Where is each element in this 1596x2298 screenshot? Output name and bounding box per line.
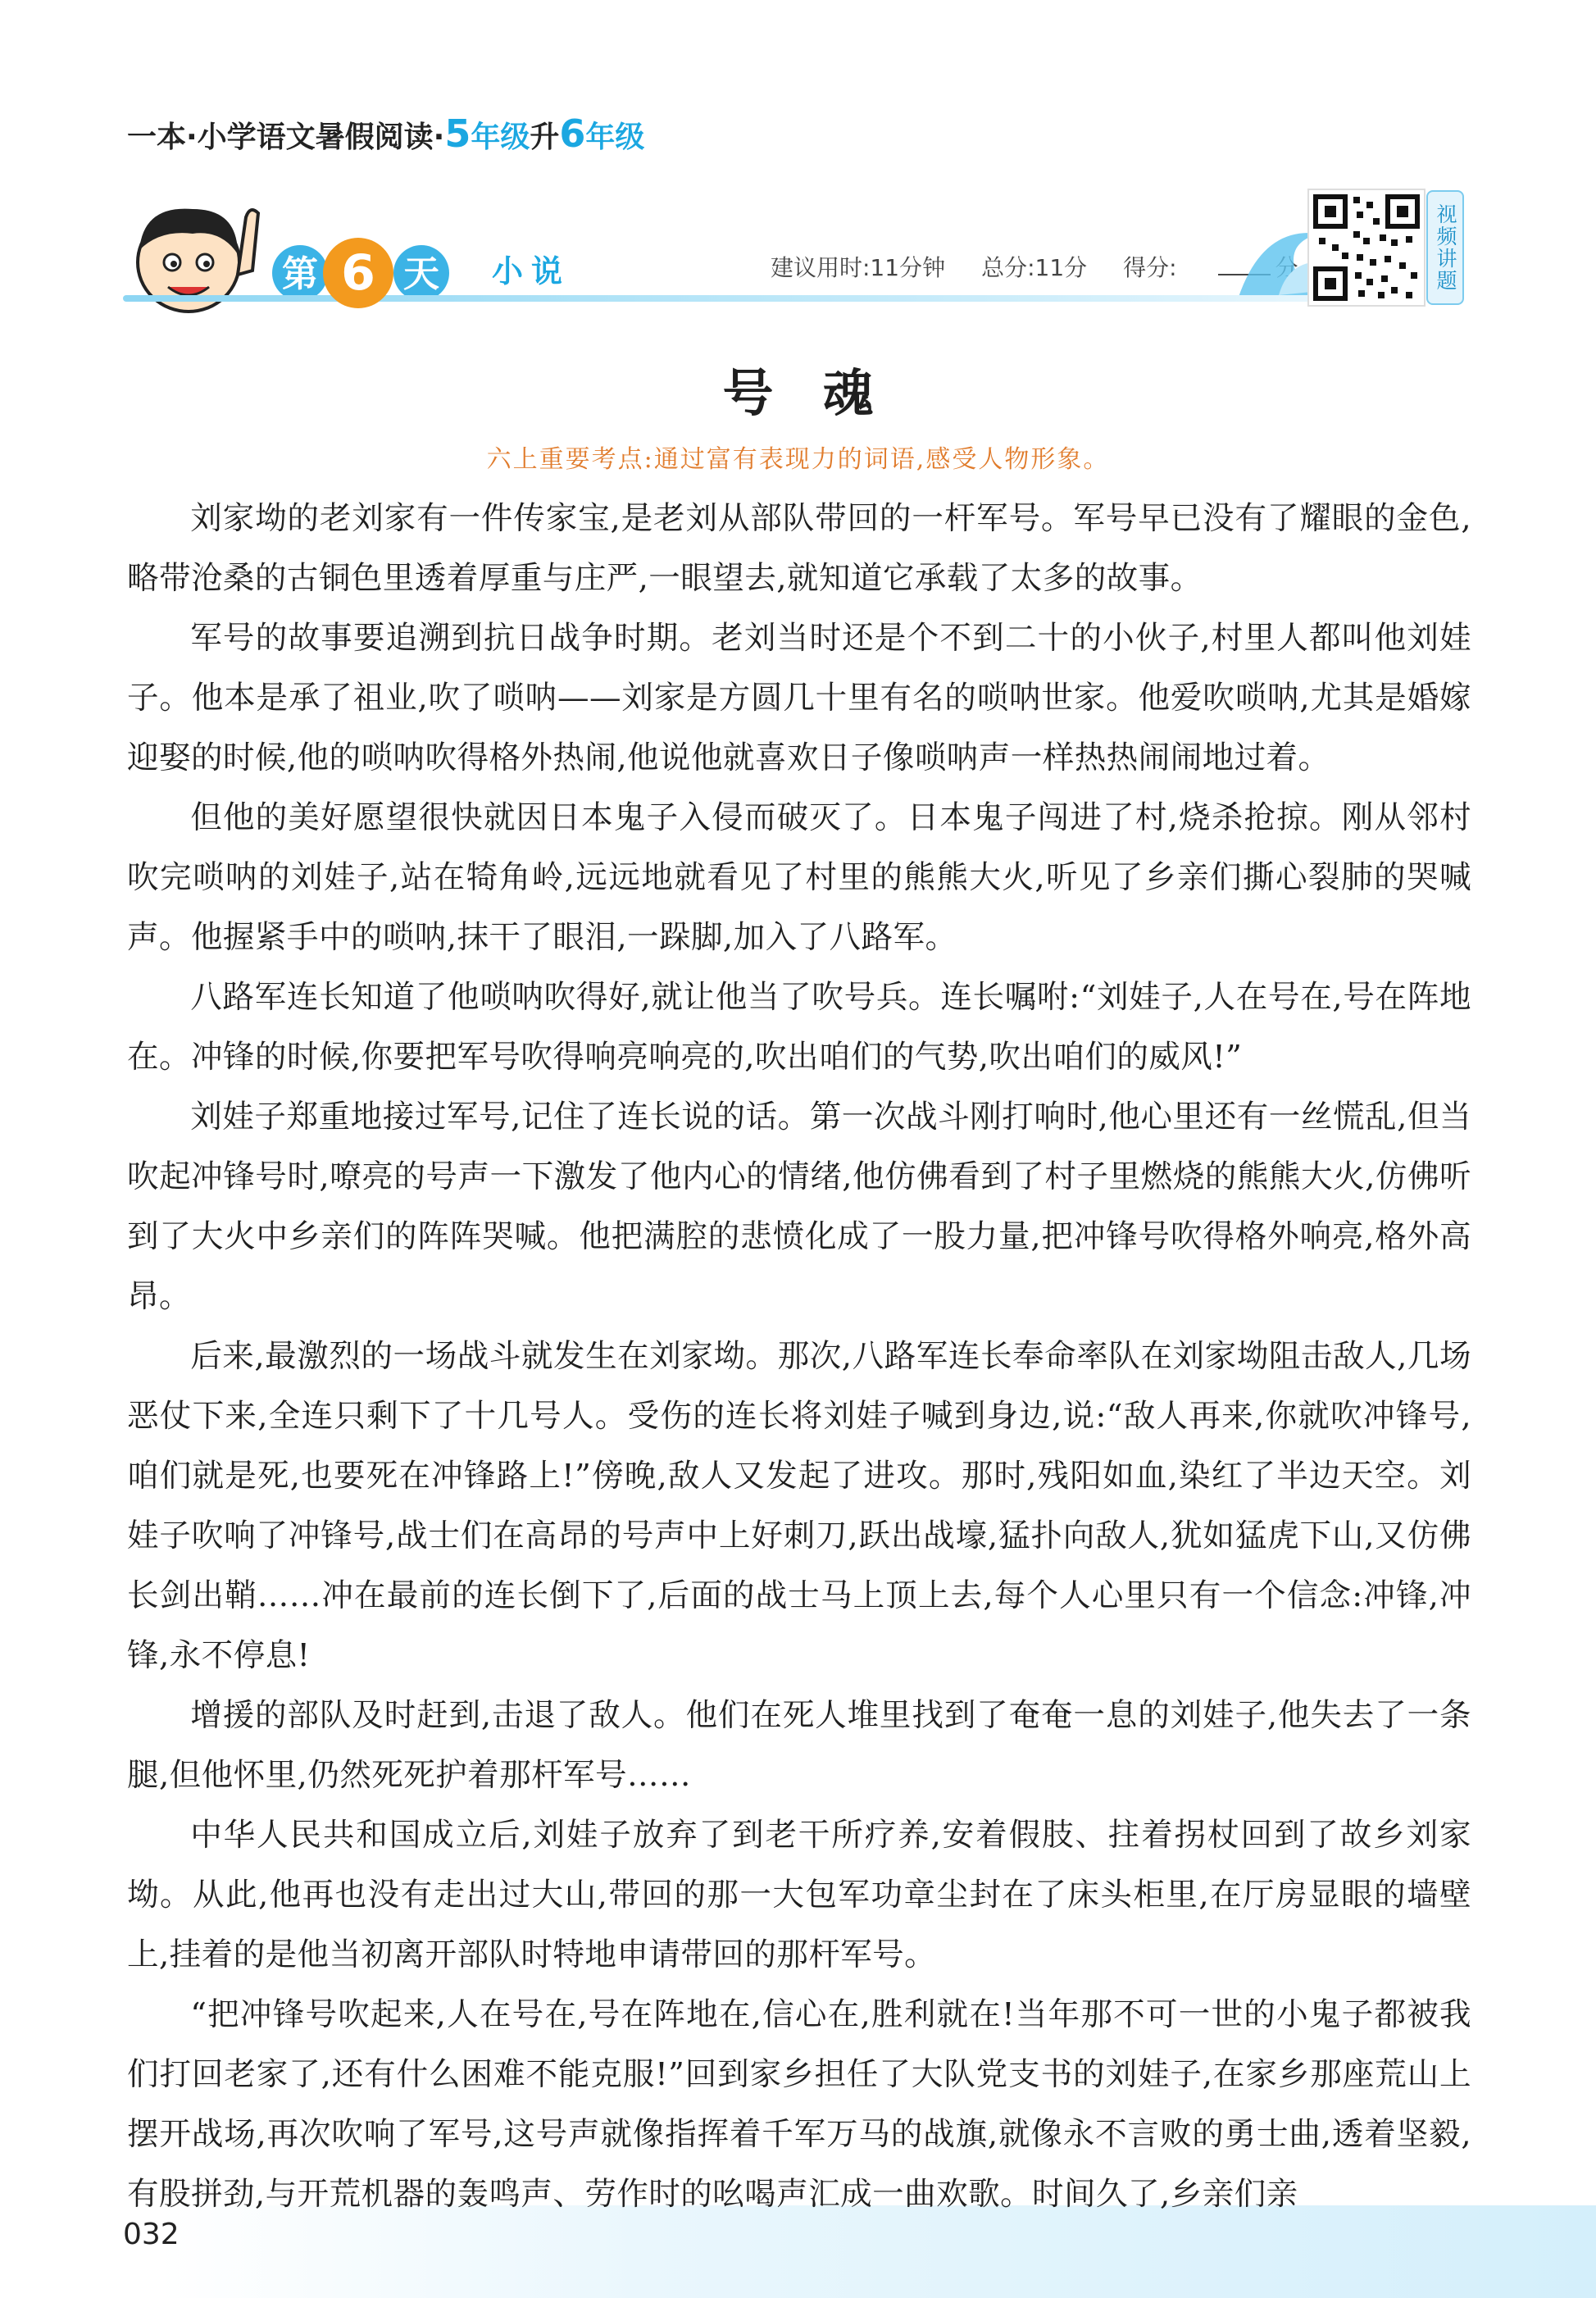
- series-prefix: 一本·小学语文暑假阅读·: [127, 121, 445, 154]
- paragraph: 但他的美好愿望很快就因日本鬼子入侵而破灭了。日本鬼子闯进了村,烧杀抢掠。刚从邻村吹完唢呐的刘娃子,站在犄角岭,远远地就看见了村里的熊熊大火,听见了乡亲们撕心裂肺的哭喊声。他握紧手中的唢呐,抹干了眼泪,一跺脚,加入了八路军。: [127, 799, 1471, 956]
- cartoon-boy-icon: [123, 184, 271, 324]
- key-point: 六上重要考点:通过富有表现力的词语,感受人物形象。: [486, 445, 1110, 474]
- paragraph: 刘家坳的老刘家有一件传家宝,是老刘从部队带回的一杆军号。军号早已没有了耀眼的金色,略带沧桑的古铜色里透着厚重与庄严,一眼望去,就知道它承载了太多的故事。: [127, 500, 1471, 597]
- grade-to: 6: [559, 111, 586, 156]
- grade-from-unit: 年级: [471, 121, 530, 154]
- total-score: 总分:11分: [981, 254, 1088, 281]
- grade-to-unit: 年级: [585, 121, 645, 154]
- qr-code-icon[interactable]: [1307, 189, 1425, 307]
- page-number: 032: [123, 2218, 180, 2251]
- series-title: [127, 113, 644, 154]
- paragraph: 八路军连长知道了他唢呐吹得好,就让他当了吹号兵。连长嘱咐:“刘娃子,人在号在,号在阵地在。冲锋的时候,你要把军号吹得响亮响亮的,吹出咱们的气势,吹出咱们的威风!”: [127, 979, 1471, 1076]
- suggested-time: 建议用时:11分钟: [771, 254, 946, 281]
- lesson-badge: [272, 238, 444, 302]
- article-body: [127, 489, 1471, 2224]
- score-label: 得分:: [1123, 254, 1177, 281]
- paragraph: 后来,最激烈的一场战斗就发生在刘家坳。那次,八路军连长奉命率队在刘家坳阻击敌人,几场恶仗下来,全连只剩下了十几号人。受伤的连长将刘娃子喊到身边,说:“敌人再来,你就吹冲锋号,咱们就是死,也要死在冲锋路上!”傍晚,敌人又发起了进攻。那时,残阳如血,染红了半边天空。刘娃子吹响了冲锋号,战士们在高昂的号声中上好刺刀,跃出战壕,猛扑向敌人,犹如猛虎下山,又仿佛长剑出鞘……冲在最前的连长倒下了,后面的战士马上顶上去,每个人心里只有一个信念:冲锋,冲锋,永不停息!: [127, 1338, 1471, 1674]
- video-explain-tag[interactable]: 视频讲题: [1426, 190, 1464, 305]
- grade-from: 5: [444, 111, 471, 156]
- paragraph: 中华人民共和国成立后,刘娃子放弃了到老干所疗养,安着假肢、拄着拐杖回到了故乡刘家坳。从此,他再也没有走出过大山,带回的那一大包军功章尘封在了床头柜里,在厅房显眼的墙壁上,挂着的是他当初离开部队时特地申请带回的那杆军号。: [127, 1817, 1471, 1973]
- grade-mid: 升: [530, 121, 560, 154]
- header-divider: [123, 295, 1328, 302]
- lesson-number: 6: [323, 238, 393, 308]
- paragraph: “把冲锋号吹起来,人在号在,号在阵地在,信心在,胜利就在!当年那不可一世的小鬼子都被我们打回老家了,还有什么困难不能克服!”回到家乡担任了大队党支书的刘娃子,在家乡那座荒山上摆开战场,再次吹响了军号,这号声就像指挥着千军万马的战旗,就像永不言败的勇士曲,透着坚毅,有股拼劲,与开荒机器的轰鸣声、劳作时的吆喝声汇成一曲欢歌。时间久了,乡亲们亲: [127, 1996, 1471, 2213]
- lesson-prefix: 第: [272, 245, 328, 301]
- paragraph: 军号的故事要追溯到抗日战争时期。老刘当时还是个不到二十的小伙子,村里人都叫他刘娃子。他本是承了祖业,吹了唢呐——刘家是方圆几十里有名的唢呐世家。他爱吹唢呐,尤其是婚嫁迎娶的时候,他的唢呐吹得格外热闹,他说他就喜欢日子像唢呐声一样热热闹闹地过着。: [127, 620, 1471, 776]
- lesson-suffix: 天: [393, 245, 449, 301]
- paragraph: 刘娃子郑重地接过军号,记住了连长说的话。第一次战斗刚打响时,他心里还有一丝慌乱,但当吹起冲锋号时,嘹亮的号声一下激发了他内心的情绪,他仿佛看到了村子里燃烧的熊熊大火,仿佛听到了大火中乡亲们的阵阵哭喊。他把满腔的悲愤化成了一股力量,把冲锋号吹得格外响亮,格外高昂。: [127, 1099, 1471, 1315]
- article-title: 号魂: [722, 363, 923, 423]
- paragraph: 增援的部队及时赶到,击退了敌人。他们在死人堆里找到了奄奄一息的刘娃子,他失去了一条腿,但他怀里,仍然死死护着那杆军号……: [127, 1697, 1471, 1794]
- genre-label: 小说: [492, 253, 571, 289]
